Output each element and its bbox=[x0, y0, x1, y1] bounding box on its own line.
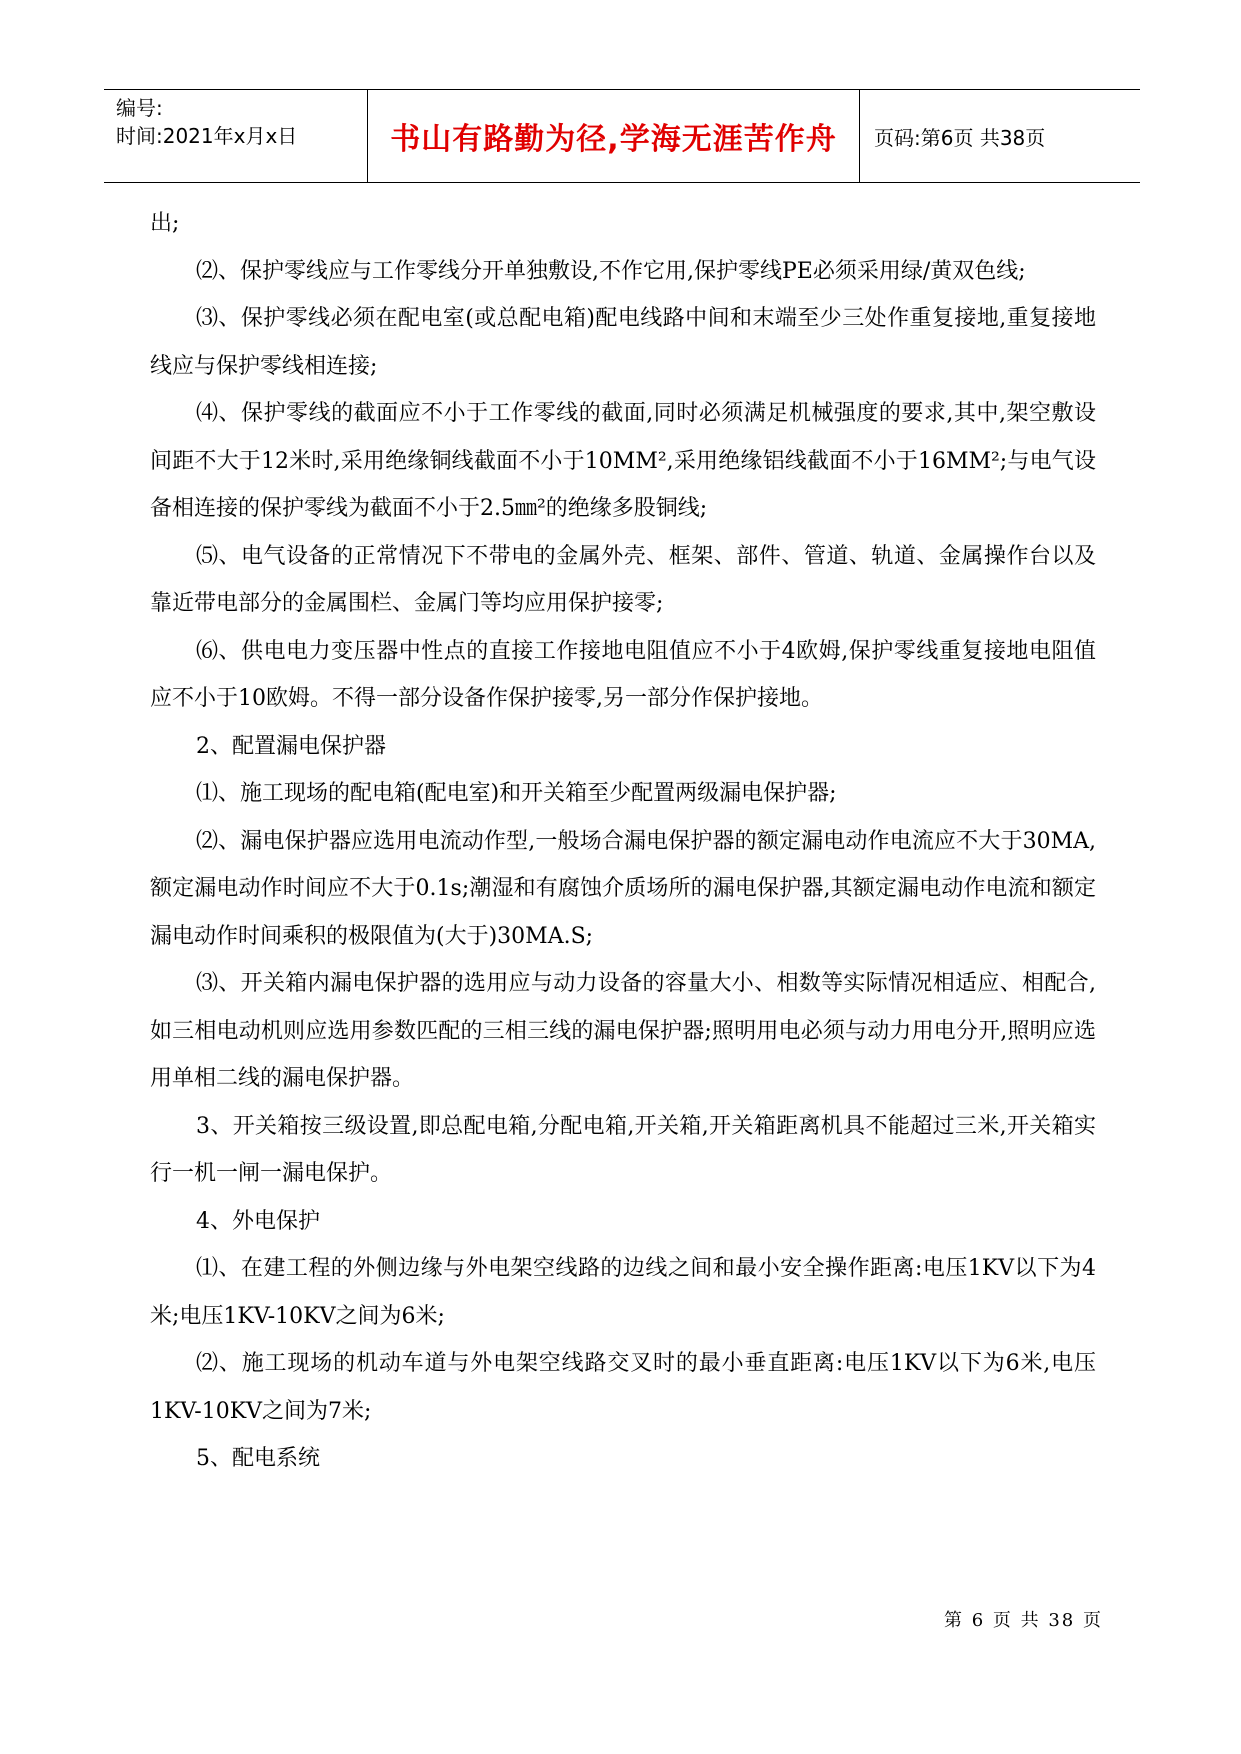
section-heading: 2、配置漏电保护器 bbox=[196, 733, 386, 759]
paragraph: ⑴、施工现场的配电箱(配电室)和开关箱至少配置两级漏电保护器; bbox=[196, 781, 837, 806]
paragraph: ⑵、漏电保护器应选用电流动作型,一般场合漏电保护器的额定漏电动作电流应不大于30MA,额定漏电动作时间应不大于0.1s;潮湿和有腐蚀介质场所的漏电保护器,其额定漏电动作电流和额定漏电动作时间乘积的极限值为(大于)30MA.S; bbox=[150, 828, 1096, 949]
header-meta bbox=[104, 90, 368, 182]
paragraph: ⑸、电气设备的正常情况下不带电的金属外壳、框架、部件、管道、轨道、金属操作台以及靠近带电部分的金属围栏、金属门等均应用保护接零; bbox=[150, 543, 1096, 616]
document-time-label: 时间:2021年x月x日 bbox=[116, 124, 298, 148]
paragraph: 出; bbox=[150, 211, 180, 236]
paragraph: ⑶、保护零线必须在配电室(或总配电箱)配电线路中间和末端至少三处作重复接地,重复接地线应与保护零线相连接; bbox=[150, 306, 1096, 379]
page-header bbox=[104, 89, 1140, 183]
paragraph: 3、开关箱按三级设置,即总配电箱,分配电箱,开关箱,开关箱距离机具不能超过三米,开关箱实行一机一闸一漏电保护。 bbox=[150, 1113, 1096, 1186]
paragraph: ⑹、供电电力变压器中性点的直接工作接地电阻值应不小于4欧姆,保护零线重复接地电阻值应不小于10欧姆。不得一部分设备作保护接零,另一部分作保护接地。 bbox=[150, 638, 1096, 711]
section-heading: 4、外电保护 bbox=[196, 1208, 320, 1234]
paragraph: ⑵、保护零线应与工作零线分开单独敷设,不作它用,保护零线PE必须采用绿/黄双色线; bbox=[196, 258, 1026, 284]
document-number-label: 编号: bbox=[116, 96, 163, 120]
header-page-info bbox=[860, 90, 1140, 182]
document-body bbox=[150, 200, 1096, 1483]
section-heading: 5、配电系统 bbox=[196, 1446, 320, 1471]
page-footer: 第 6 页 共 38 页 bbox=[944, 1610, 1103, 1631]
paragraph: ⑶、开关箱内漏电保护器的选用应与动力设备的容量大小、相数等实际情况相适应、相配合,如三相电动机则应选用参数匹配的三相三线的漏电保护器;照明用电必须与动力用电分开,照明应选用单相二线的漏电保护器。 bbox=[150, 971, 1096, 1091]
paragraph: ⑵、施工现场的机动车道与外电架空线路交叉时的最小垂直距离:电压1KV以下为6米,电压1KV-10KV之间为7米; bbox=[150, 1351, 1096, 1424]
header-motto bbox=[368, 90, 860, 182]
motto-text: 书山有路勤为径,学海无涯苦作舟 bbox=[390, 122, 837, 157]
page-info-text: 页码:第6页 共38页 bbox=[874, 125, 1046, 150]
paragraph: ⑷、保护零线的截面应不小于工作零线的截面,同时必须满足机械强度的要求,其中,架空敷设间距不大于12米时,采用绝缘铜线截面不小于10MM²,采用绝缘铝线截面不小于16MM²;与电气设备相连接的保护零线为截面不小于2.5㎜²的绝缘多股铜线; bbox=[150, 401, 1096, 521]
paragraph: ⑴、在建工程的外侧边缘与外电架空线路的边线之间和最小安全操作距离:电压1KV以下为4米;电压1KV-10KV之间为6米; bbox=[150, 1256, 1096, 1329]
